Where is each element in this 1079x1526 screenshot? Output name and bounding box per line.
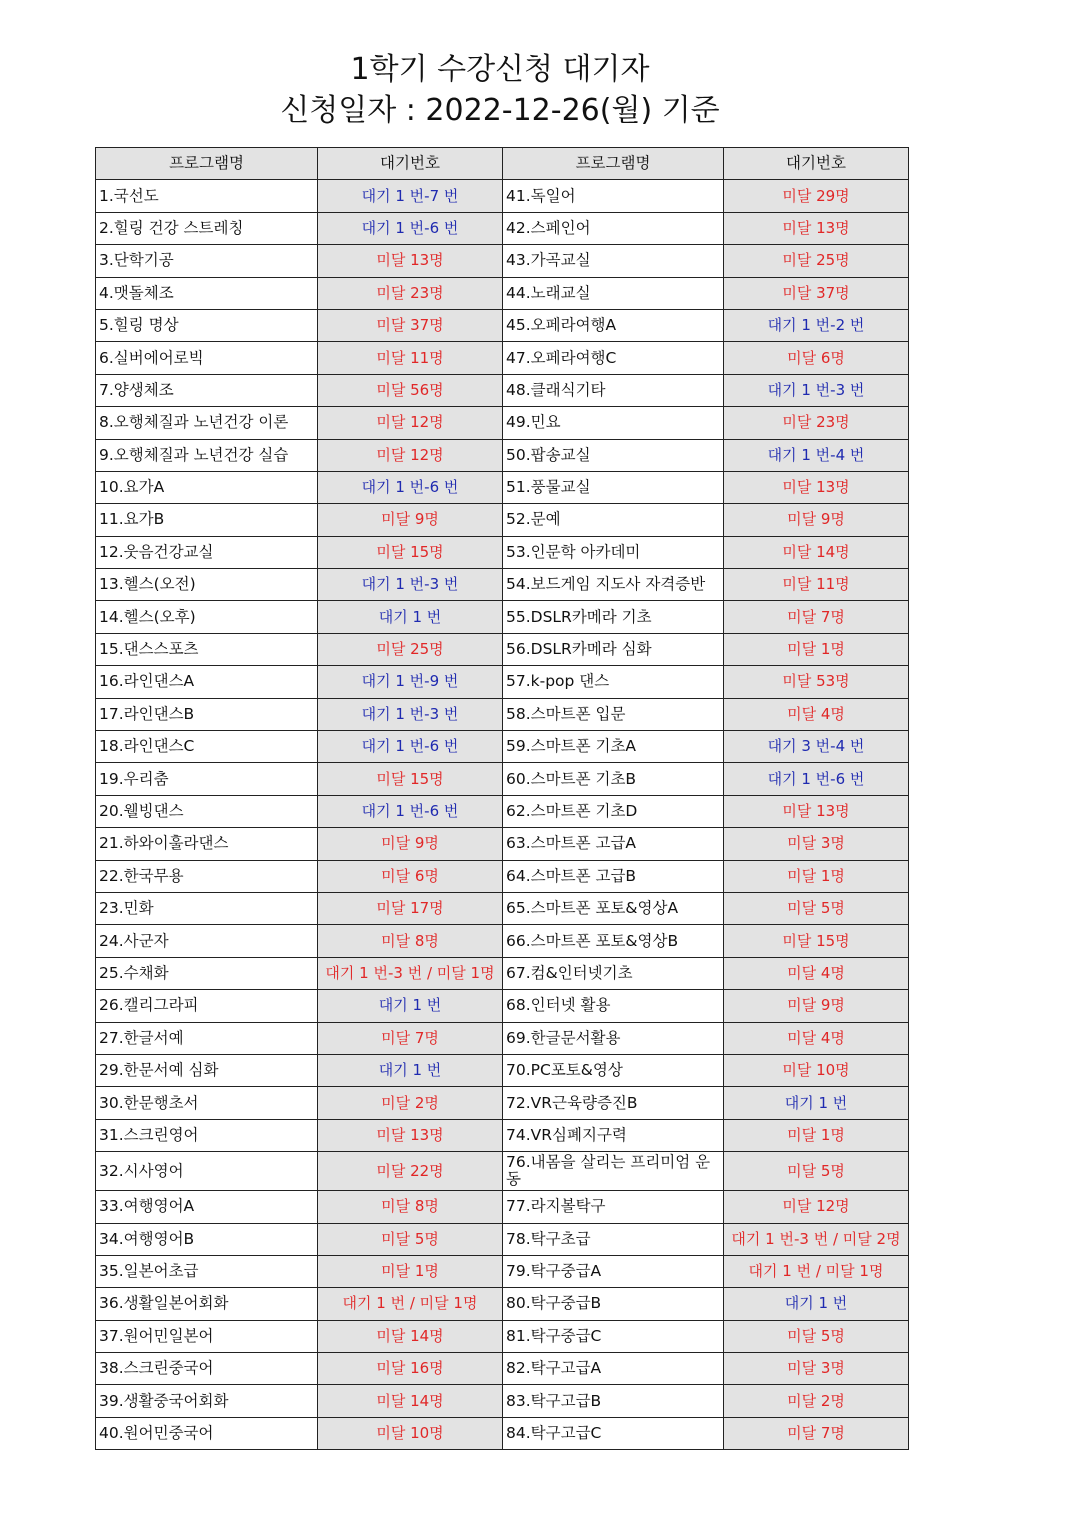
waitlist-status-right: 미달 6명 bbox=[724, 342, 909, 374]
table-row bbox=[96, 990, 909, 1022]
program-name-right: 82.탁구고급A bbox=[503, 1353, 724, 1385]
waitlist-status-left: 미달 11명 bbox=[318, 342, 503, 374]
waitlist-status-right: 미달 1명 bbox=[724, 860, 909, 892]
program-name-right: 60.스마트폰 기초B bbox=[503, 763, 724, 795]
table-row bbox=[96, 633, 909, 665]
waitlist-status-left: 미달 15명 bbox=[318, 763, 503, 795]
program-name-left: 30.한문행초서 bbox=[96, 1087, 318, 1119]
waitlist-status-left: 대기 1 번-3 번 bbox=[318, 569, 503, 601]
program-name-left: 14.헬스(오후) bbox=[96, 601, 318, 633]
program-name-left: 40.원어민중국어 bbox=[96, 1417, 318, 1449]
table-row bbox=[96, 925, 909, 957]
table-body bbox=[96, 180, 909, 1450]
program-name-right: 41.독일어 bbox=[503, 180, 724, 212]
waitlist-status-right: 미달 25명 bbox=[724, 245, 909, 277]
header-waitlist-number-right: 대기번호 bbox=[724, 148, 909, 180]
table-row bbox=[96, 536, 909, 568]
waitlist-status-right: 대기 3 번-4 번 bbox=[724, 731, 909, 763]
table-header-row bbox=[96, 148, 909, 180]
table-row bbox=[96, 763, 909, 795]
table-row bbox=[96, 601, 909, 633]
waitlist-status-left: 미달 6명 bbox=[318, 860, 503, 892]
waitlist-status-right: 미달 9명 bbox=[724, 990, 909, 1022]
program-name-left: 23.민화 bbox=[96, 892, 318, 924]
table-row bbox=[96, 1288, 909, 1320]
program-name-left: 11.요가B bbox=[96, 504, 318, 536]
table-row bbox=[96, 1223, 909, 1255]
table-row bbox=[96, 439, 909, 471]
waitlist-status-left: 미달 37명 bbox=[318, 309, 503, 341]
program-name-left: 22.한국무용 bbox=[96, 860, 318, 892]
waitlist-status-left: 대기 1 번-9 번 bbox=[318, 666, 503, 698]
table-row bbox=[96, 1022, 909, 1054]
program-name-left: 34.여행영어B bbox=[96, 1223, 318, 1255]
table-row bbox=[96, 698, 909, 730]
waitlist-status-left: 대기 1 번-3 번 bbox=[318, 698, 503, 730]
waitlist-status-right: 대기 1 번 bbox=[724, 1087, 909, 1119]
waitlist-status-left: 미달 15명 bbox=[318, 536, 503, 568]
program-name-left: 37.원어민일본어 bbox=[96, 1320, 318, 1352]
table-row bbox=[96, 569, 909, 601]
program-name-right: 57.k-pop 댄스 bbox=[503, 666, 724, 698]
waitlist-status-left: 대기 1 번-6 번 bbox=[318, 795, 503, 827]
program-name-right: 66.스마트폰 포토&영상B bbox=[503, 925, 724, 957]
program-name-right: 83.탁구고급B bbox=[503, 1385, 724, 1417]
program-name-right: 52.문예 bbox=[503, 504, 724, 536]
header-program-name-left: 프로그램명 bbox=[96, 148, 318, 180]
waitlist-status-left: 미달 22명 bbox=[318, 1152, 503, 1191]
program-name-left: 19.우리춤 bbox=[96, 763, 318, 795]
waitlist-status-left: 미달 8명 bbox=[318, 1191, 503, 1223]
program-name-left: 8.오행체질과 노년건강 이론 bbox=[96, 407, 318, 439]
table-row bbox=[96, 1255, 909, 1287]
waitlist-status-left: 미달 12명 bbox=[318, 407, 503, 439]
waitlist-status-right: 미달 4명 bbox=[724, 1022, 909, 1054]
waitlist-status-left: 미달 14명 bbox=[318, 1320, 503, 1352]
program-name-right: 70.PC포토&영상 bbox=[503, 1054, 724, 1086]
program-name-left: 29.한문서예 심화 bbox=[96, 1054, 318, 1086]
waitlist-status-left: 대기 1 번-3 번 / 미달 1명 bbox=[318, 957, 503, 989]
program-name-left: 7.양생체조 bbox=[96, 374, 318, 406]
program-name-left: 3.단학기공 bbox=[96, 245, 318, 277]
waitlist-status-right: 미달 12명 bbox=[724, 1191, 909, 1223]
waitlist-status-right: 대기 1 번 / 미달 1명 bbox=[724, 1255, 909, 1287]
program-name-left: 18.라인댄스C bbox=[96, 731, 318, 763]
program-name-left: 10.요가A bbox=[96, 471, 318, 503]
table-row bbox=[96, 180, 909, 212]
program-name-right: 55.DSLR카메라 기초 bbox=[503, 601, 724, 633]
waitlist-status-left: 대기 1 번 bbox=[318, 1054, 503, 1086]
table-row bbox=[96, 212, 909, 244]
program-name-left: 26.캘리그라피 bbox=[96, 990, 318, 1022]
program-name-right: 50.팝송교실 bbox=[503, 439, 724, 471]
program-name-right: 68.인터넷 활용 bbox=[503, 990, 724, 1022]
program-name-left: 38.스크린중국어 bbox=[96, 1353, 318, 1385]
program-name-right: 45.오페라여행A bbox=[503, 309, 724, 341]
program-name-left: 35.일본어초급 bbox=[96, 1255, 318, 1287]
program-name-left: 15.댄스스포츠 bbox=[96, 633, 318, 665]
table-row bbox=[96, 1417, 909, 1449]
table-row bbox=[96, 407, 909, 439]
program-name-right: 43.가곡교실 bbox=[503, 245, 724, 277]
table-row bbox=[96, 374, 909, 406]
waitlist-status-left: 미달 1명 bbox=[318, 1255, 503, 1287]
waitlist-status-right: 미달 13명 bbox=[724, 471, 909, 503]
waitlist-status-left: 대기 1 번 / 미달 1명 bbox=[318, 1288, 503, 1320]
table-row bbox=[96, 1191, 909, 1223]
program-name-left: 16.라인댄스A bbox=[96, 666, 318, 698]
program-name-right: 74.VR심폐지구력 bbox=[503, 1119, 724, 1151]
waitlist-status-right: 대기 1 번-6 번 bbox=[724, 763, 909, 795]
program-name-right: 48.클래식기타 bbox=[503, 374, 724, 406]
program-name-right: 78.탁구초급 bbox=[503, 1223, 724, 1255]
program-name-right: 72.VR근육량증진B bbox=[503, 1087, 724, 1119]
program-name-left: 36.생활일본어회화 bbox=[96, 1288, 318, 1320]
waitlist-status-left: 대기 1 번 bbox=[318, 990, 503, 1022]
waitlist-status-left: 미달 13명 bbox=[318, 245, 503, 277]
program-name-right: 64.스마트폰 고급B bbox=[503, 860, 724, 892]
table-row bbox=[96, 471, 909, 503]
program-name-right: 56.DSLR카메라 심화 bbox=[503, 633, 724, 665]
program-name-left: 24.사군자 bbox=[96, 925, 318, 957]
table-row bbox=[96, 666, 909, 698]
table-row bbox=[96, 342, 909, 374]
waitlist-status-right: 대기 1 번-3 번 bbox=[724, 374, 909, 406]
waitlist-status-right: 미달 5명 bbox=[724, 892, 909, 924]
program-name-right: 47.오페라여행C bbox=[503, 342, 724, 374]
program-name-right: 54.보드게임 지도사 자격증반 bbox=[503, 569, 724, 601]
waitlist-status-left: 미달 8명 bbox=[318, 925, 503, 957]
waitlist-status-right: 미달 13명 bbox=[724, 212, 909, 244]
program-name-left: 39.생활중국어회화 bbox=[96, 1385, 318, 1417]
table-row bbox=[96, 1385, 909, 1417]
program-name-right: 44.노래교실 bbox=[503, 277, 724, 309]
table-row bbox=[96, 957, 909, 989]
program-name-right: 42.스페인어 bbox=[503, 212, 724, 244]
program-name-left: 1.국선도 bbox=[96, 180, 318, 212]
program-name-left: 31.스크린영어 bbox=[96, 1119, 318, 1151]
waitlist-status-right: 미달 1명 bbox=[724, 633, 909, 665]
table-row bbox=[96, 1087, 909, 1119]
program-name-left: 12.웃음건강교실 bbox=[96, 536, 318, 568]
waitlist-status-left: 미달 13명 bbox=[318, 1119, 503, 1151]
waitlist-status-right: 미달 4명 bbox=[724, 957, 909, 989]
waitlist-status-right: 미달 5명 bbox=[724, 1152, 909, 1191]
table-row bbox=[96, 795, 909, 827]
waitlist-status-left: 대기 1 번-6 번 bbox=[318, 471, 503, 503]
waitlist-status-left: 대기 1 번-6 번 bbox=[318, 731, 503, 763]
program-name-right: 79.탁구중급A bbox=[503, 1255, 724, 1287]
waitlist-status-right: 미달 5명 bbox=[724, 1320, 909, 1352]
waitlist-status-left: 미달 17명 bbox=[318, 892, 503, 924]
waitlist-status-right: 미달 37명 bbox=[724, 277, 909, 309]
waitlist-status-left: 미달 10명 bbox=[318, 1417, 503, 1449]
program-name-left: 33.여행영어A bbox=[96, 1191, 318, 1223]
table-row bbox=[96, 1152, 909, 1191]
waitlist-status-right: 미달 3명 bbox=[724, 828, 909, 860]
waitlist-status-right: 미달 9명 bbox=[724, 504, 909, 536]
waitlist-status-left: 미달 9명 bbox=[318, 504, 503, 536]
table-row bbox=[96, 1320, 909, 1352]
waitlist-status-left: 미달 25명 bbox=[318, 633, 503, 665]
program-name-right: 76.내몸을 살리는 프리미엄 운동 bbox=[503, 1152, 724, 1191]
program-name-right: 84.탁구고급C bbox=[503, 1417, 724, 1449]
table-row bbox=[96, 860, 909, 892]
program-name-left: 6.실버에어로빅 bbox=[96, 342, 318, 374]
program-name-right: 53.인문학 아카데미 bbox=[503, 536, 724, 568]
waitlist-status-left: 미달 2명 bbox=[318, 1087, 503, 1119]
program-name-left: 27.한글서예 bbox=[96, 1022, 318, 1054]
waitlist-status-left: 미달 7명 bbox=[318, 1022, 503, 1054]
waitlist-status-right: 미달 29명 bbox=[724, 180, 909, 212]
waitlist-status-left: 대기 1 번-6 번 bbox=[318, 212, 503, 244]
waitlist-status-left: 대기 1 번-7 번 bbox=[318, 180, 503, 212]
waitlist-status-left: 미달 23명 bbox=[318, 277, 503, 309]
program-name-left: 4.맷돌체조 bbox=[96, 277, 318, 309]
waitlist-status-right: 미달 15명 bbox=[724, 925, 909, 957]
waitlist-status-right: 미달 23명 bbox=[724, 407, 909, 439]
waitlist-status-right: 미달 1명 bbox=[724, 1119, 909, 1151]
program-name-right: 81.탁구중급C bbox=[503, 1320, 724, 1352]
waitlist-table bbox=[95, 147, 909, 1450]
table-row bbox=[96, 1119, 909, 1151]
waitlist-status-right: 미달 11명 bbox=[724, 569, 909, 601]
waitlist-status-right: 대기 1 번-4 번 bbox=[724, 439, 909, 471]
header-program-name-right: 프로그램명 bbox=[503, 148, 724, 180]
table-row bbox=[96, 731, 909, 763]
program-name-right: 69.한글문서활용 bbox=[503, 1022, 724, 1054]
program-name-right: 80.탁구중급B bbox=[503, 1288, 724, 1320]
waitlist-status-left: 미달 5명 bbox=[318, 1223, 503, 1255]
waitlist-status-right: 미달 13명 bbox=[724, 795, 909, 827]
waitlist-status-left: 미달 16명 bbox=[318, 1353, 503, 1385]
waitlist-status-left: 미달 9명 bbox=[318, 828, 503, 860]
waitlist-status-right: 대기 1 번-2 번 bbox=[724, 309, 909, 341]
program-name-right: 49.민요 bbox=[503, 407, 724, 439]
table-row bbox=[96, 309, 909, 341]
waitlist-status-right: 미달 2명 bbox=[724, 1385, 909, 1417]
program-name-left: 13.헬스(오전) bbox=[96, 569, 318, 601]
table-row bbox=[96, 504, 909, 536]
waitlist-status-left: 미달 56명 bbox=[318, 374, 503, 406]
table-row bbox=[96, 892, 909, 924]
waitlist-status-right: 미달 7명 bbox=[724, 1417, 909, 1449]
table-row bbox=[96, 277, 909, 309]
waitlist-status-left: 대기 1 번 bbox=[318, 601, 503, 633]
program-name-left: 21.하와이훌라댄스 bbox=[96, 828, 318, 860]
page-title: 1학기 수강신청 대기자 bbox=[350, 52, 650, 87]
header-waitlist-number-left: 대기번호 bbox=[318, 148, 503, 180]
table-row bbox=[96, 245, 909, 277]
program-name-right: 58.스마트폰 입문 bbox=[503, 698, 724, 730]
program-name-right: 62.스마트폰 기초D bbox=[503, 795, 724, 827]
waitlist-status-right: 미달 53명 bbox=[724, 666, 909, 698]
table-row bbox=[96, 1353, 909, 1385]
program-name-left: 17.라인댄스B bbox=[96, 698, 318, 730]
program-name-left: 5.힐링 명상 bbox=[96, 309, 318, 341]
program-name-left: 20.웰빙댄스 bbox=[96, 795, 318, 827]
waitlist-status-left: 미달 12명 bbox=[318, 439, 503, 471]
waitlist-status-right: 대기 1 번 bbox=[724, 1288, 909, 1320]
program-name-right: 65.스마트폰 포토&영상A bbox=[503, 892, 724, 924]
program-name-right: 51.풍물교실 bbox=[503, 471, 724, 503]
program-name-left: 32.시사영어 bbox=[96, 1152, 318, 1191]
table-row bbox=[96, 828, 909, 860]
program-name-right: 67.컴&인터넷기초 bbox=[503, 957, 724, 989]
waitlist-status-right: 미달 14명 bbox=[724, 536, 909, 568]
waitlist-status-right: 미달 3명 bbox=[724, 1353, 909, 1385]
program-name-right: 77.라지볼탁구 bbox=[503, 1191, 724, 1223]
program-name-right: 59.스마트폰 기초A bbox=[503, 731, 724, 763]
waitlist-status-right: 미달 10명 bbox=[724, 1054, 909, 1086]
program-name-left: 9.오행체질과 노년건강 실습 bbox=[96, 439, 318, 471]
waitlist-status-right: 대기 1 번-3 번 / 미달 2명 bbox=[724, 1223, 909, 1255]
waitlist-status-right: 미달 4명 bbox=[724, 698, 909, 730]
page-subtitle: 신청일자 : 2022-12-26(월) 기준 bbox=[280, 93, 720, 128]
waitlist-status-left: 미달 14명 bbox=[318, 1385, 503, 1417]
table-row bbox=[96, 1054, 909, 1086]
program-name-left: 2.힐링 건강 스트레칭 bbox=[96, 212, 318, 244]
program-name-right: 63.스마트폰 고급A bbox=[503, 828, 724, 860]
waitlist-status-right: 미달 7명 bbox=[724, 601, 909, 633]
program-name-left: 25.수채화 bbox=[96, 957, 318, 989]
